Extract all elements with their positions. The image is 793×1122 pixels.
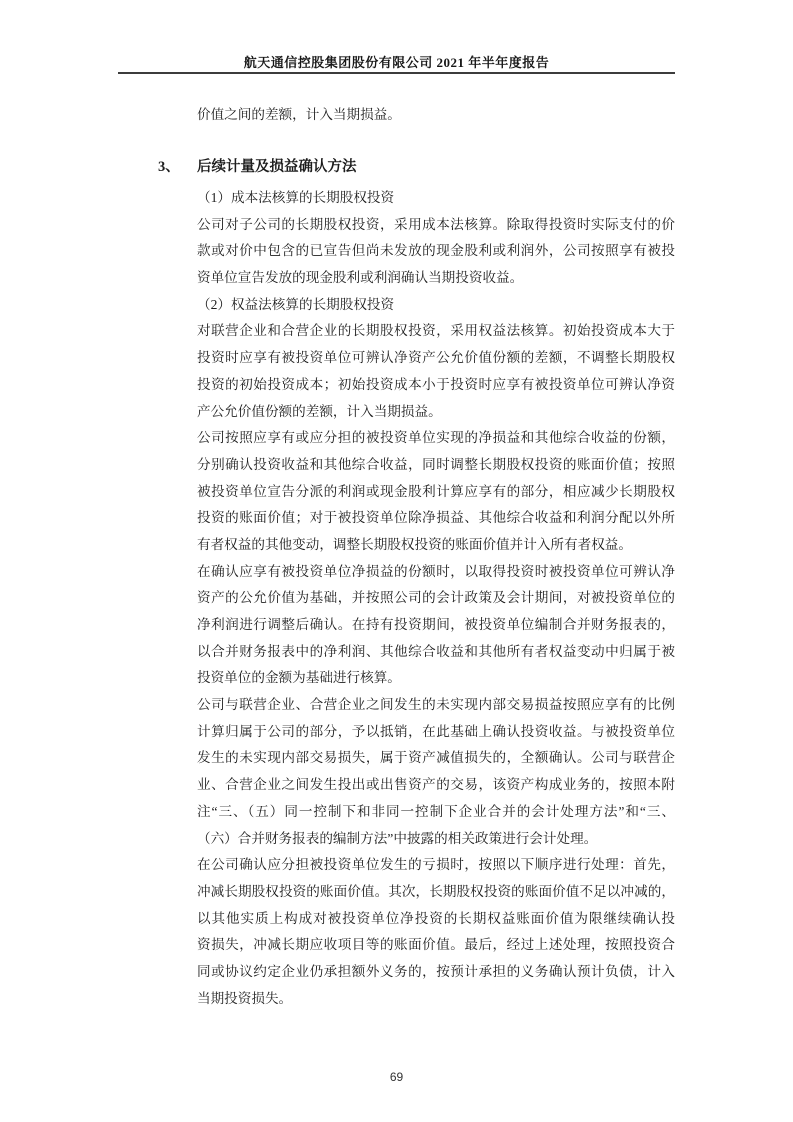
continuation-line: 价值之间的差额，计入当期损益。 [197, 107, 401, 122]
text-line: 在确认应享有被投资单位净损益的份额时，以取得投资时被投资单位可辨认净 [197, 563, 675, 579]
text-line: 冲减长期股权投资的账面价值。其次，长期股权投资的账面价值不足以冲减的， [197, 883, 675, 899]
text-line: 在公司确认应分担被投资单位发生的亏损时，按照以下顺序进行处理：首先， [197, 857, 675, 873]
section-heading [158, 154, 675, 181]
subsection-label: （1）成本法核算的长期股权投资 [197, 190, 395, 205]
text-line: 净利润进行调整后确认。在持有投资期间，被投资单位编制合并财务报表的， [197, 617, 675, 632]
page-header-title: 航天通信控股集团股份有限公司 2021 年半年度报告 [243, 55, 550, 70]
text-line: 被投资单位宣告分派的利润或现金股利计算应享有的部分，相应减少长期股权 [197, 483, 675, 499]
text-line: 投资的初始投资成本；初始投资成本小于投资时应享有被投资单位可辨认净资 [197, 376, 675, 392]
header-divider [118, 72, 675, 74]
text-line: 公司与联营企业、合营企业之间发生的未实现内部交易损益按照应享有的比例 [197, 697, 675, 713]
text-line: 同或协议约定企业仍承担额外义务的，按预计承担的义务确认预计负债，计入 [197, 963, 675, 979]
text-line: 投资的账面价值；对于被投资单位除净损益、其他综合收益和利润分配以外所 [197, 510, 675, 526]
page-number: 69 [389, 1070, 404, 1084]
section-title: 后续计量及损益确认方法 [197, 159, 357, 175]
text-line: 业、合营企业之间发生投出或出售资产的交易，该资产构成业务的，按照本附 [197, 777, 675, 793]
text-line: 以其他实质上构成对被投资单位净投资的长期权益账面价值为限继续确认投 [197, 910, 675, 926]
text-line: 公司按照应享有或应分担的被投资单位实现的净损益和其他综合收益的份额， [197, 430, 675, 446]
text-line: 产公允价值份额的差额，计入当期损益。 [197, 403, 442, 419]
text-line: 分别确认投资收益和其他综合收益，同时调整长期股权投资的账面价值；按照 [197, 456, 675, 472]
subsection-label: （2）权益法核算的长期股权投资 [197, 296, 395, 312]
text-line: 资产的公允价值为基础，并按照公司的会计政策及会计期间，对被投资单位的 [197, 590, 675, 606]
text-line: 资单位宣告发放的现金股利或利润确认当期投资收益。 [197, 270, 524, 286]
text-line: 资损失，冲减长期应收项目等的账面价值。最后，经过上述处理，按照投资合 [197, 937, 675, 953]
text-line: 款或对价中包含的已宣告但尚未发放的现金股利或利润外，公司按照享有被投 [197, 243, 675, 259]
text-line: 有者权益的其他变动，调整长期股权投资的账面价值并计入所有者权益。 [197, 536, 632, 552]
text-line: 以合并财务报表中的净利润、其他综合收益和其他所有者权益变动中归属于被 [197, 643, 675, 659]
section-number: 3、 [158, 159, 180, 175]
text-line: 公司对子公司的长期股权投资，采用成本法核算。除取得投资时实际支付的价 [197, 216, 675, 232]
text-line: 发生的未实现内部交易损失，属于资产减值损失的，全额确认。公司与联营企 [197, 750, 675, 766]
body-text-block [197, 185, 675, 1012]
text-line: 注“三、（五）同一控制下和非同一控制下企业合并的会计处理方法”和“三、 [197, 803, 675, 819]
text-line: 投资时应享有被投资单位可辨认净资产公允价值份额的差额，不调整长期股权 [197, 350, 675, 366]
text-line: 投资单位的金额为基础进行核算。 [197, 670, 401, 686]
text-line: 对联营企业和合营企业的长期股权投资，采用权益法核算。初始投资成本大于 [197, 323, 675, 339]
text-line: 计算归属于公司的部分，予以抵销，在此基础上确认投资收益。与被投资单位 [197, 723, 675, 739]
text-line: （六）合并财务报表的编制方法”中披露的相关政策进行会计处理。 [197, 830, 598, 846]
text-line: 当期投资损失。 [197, 990, 293, 1006]
